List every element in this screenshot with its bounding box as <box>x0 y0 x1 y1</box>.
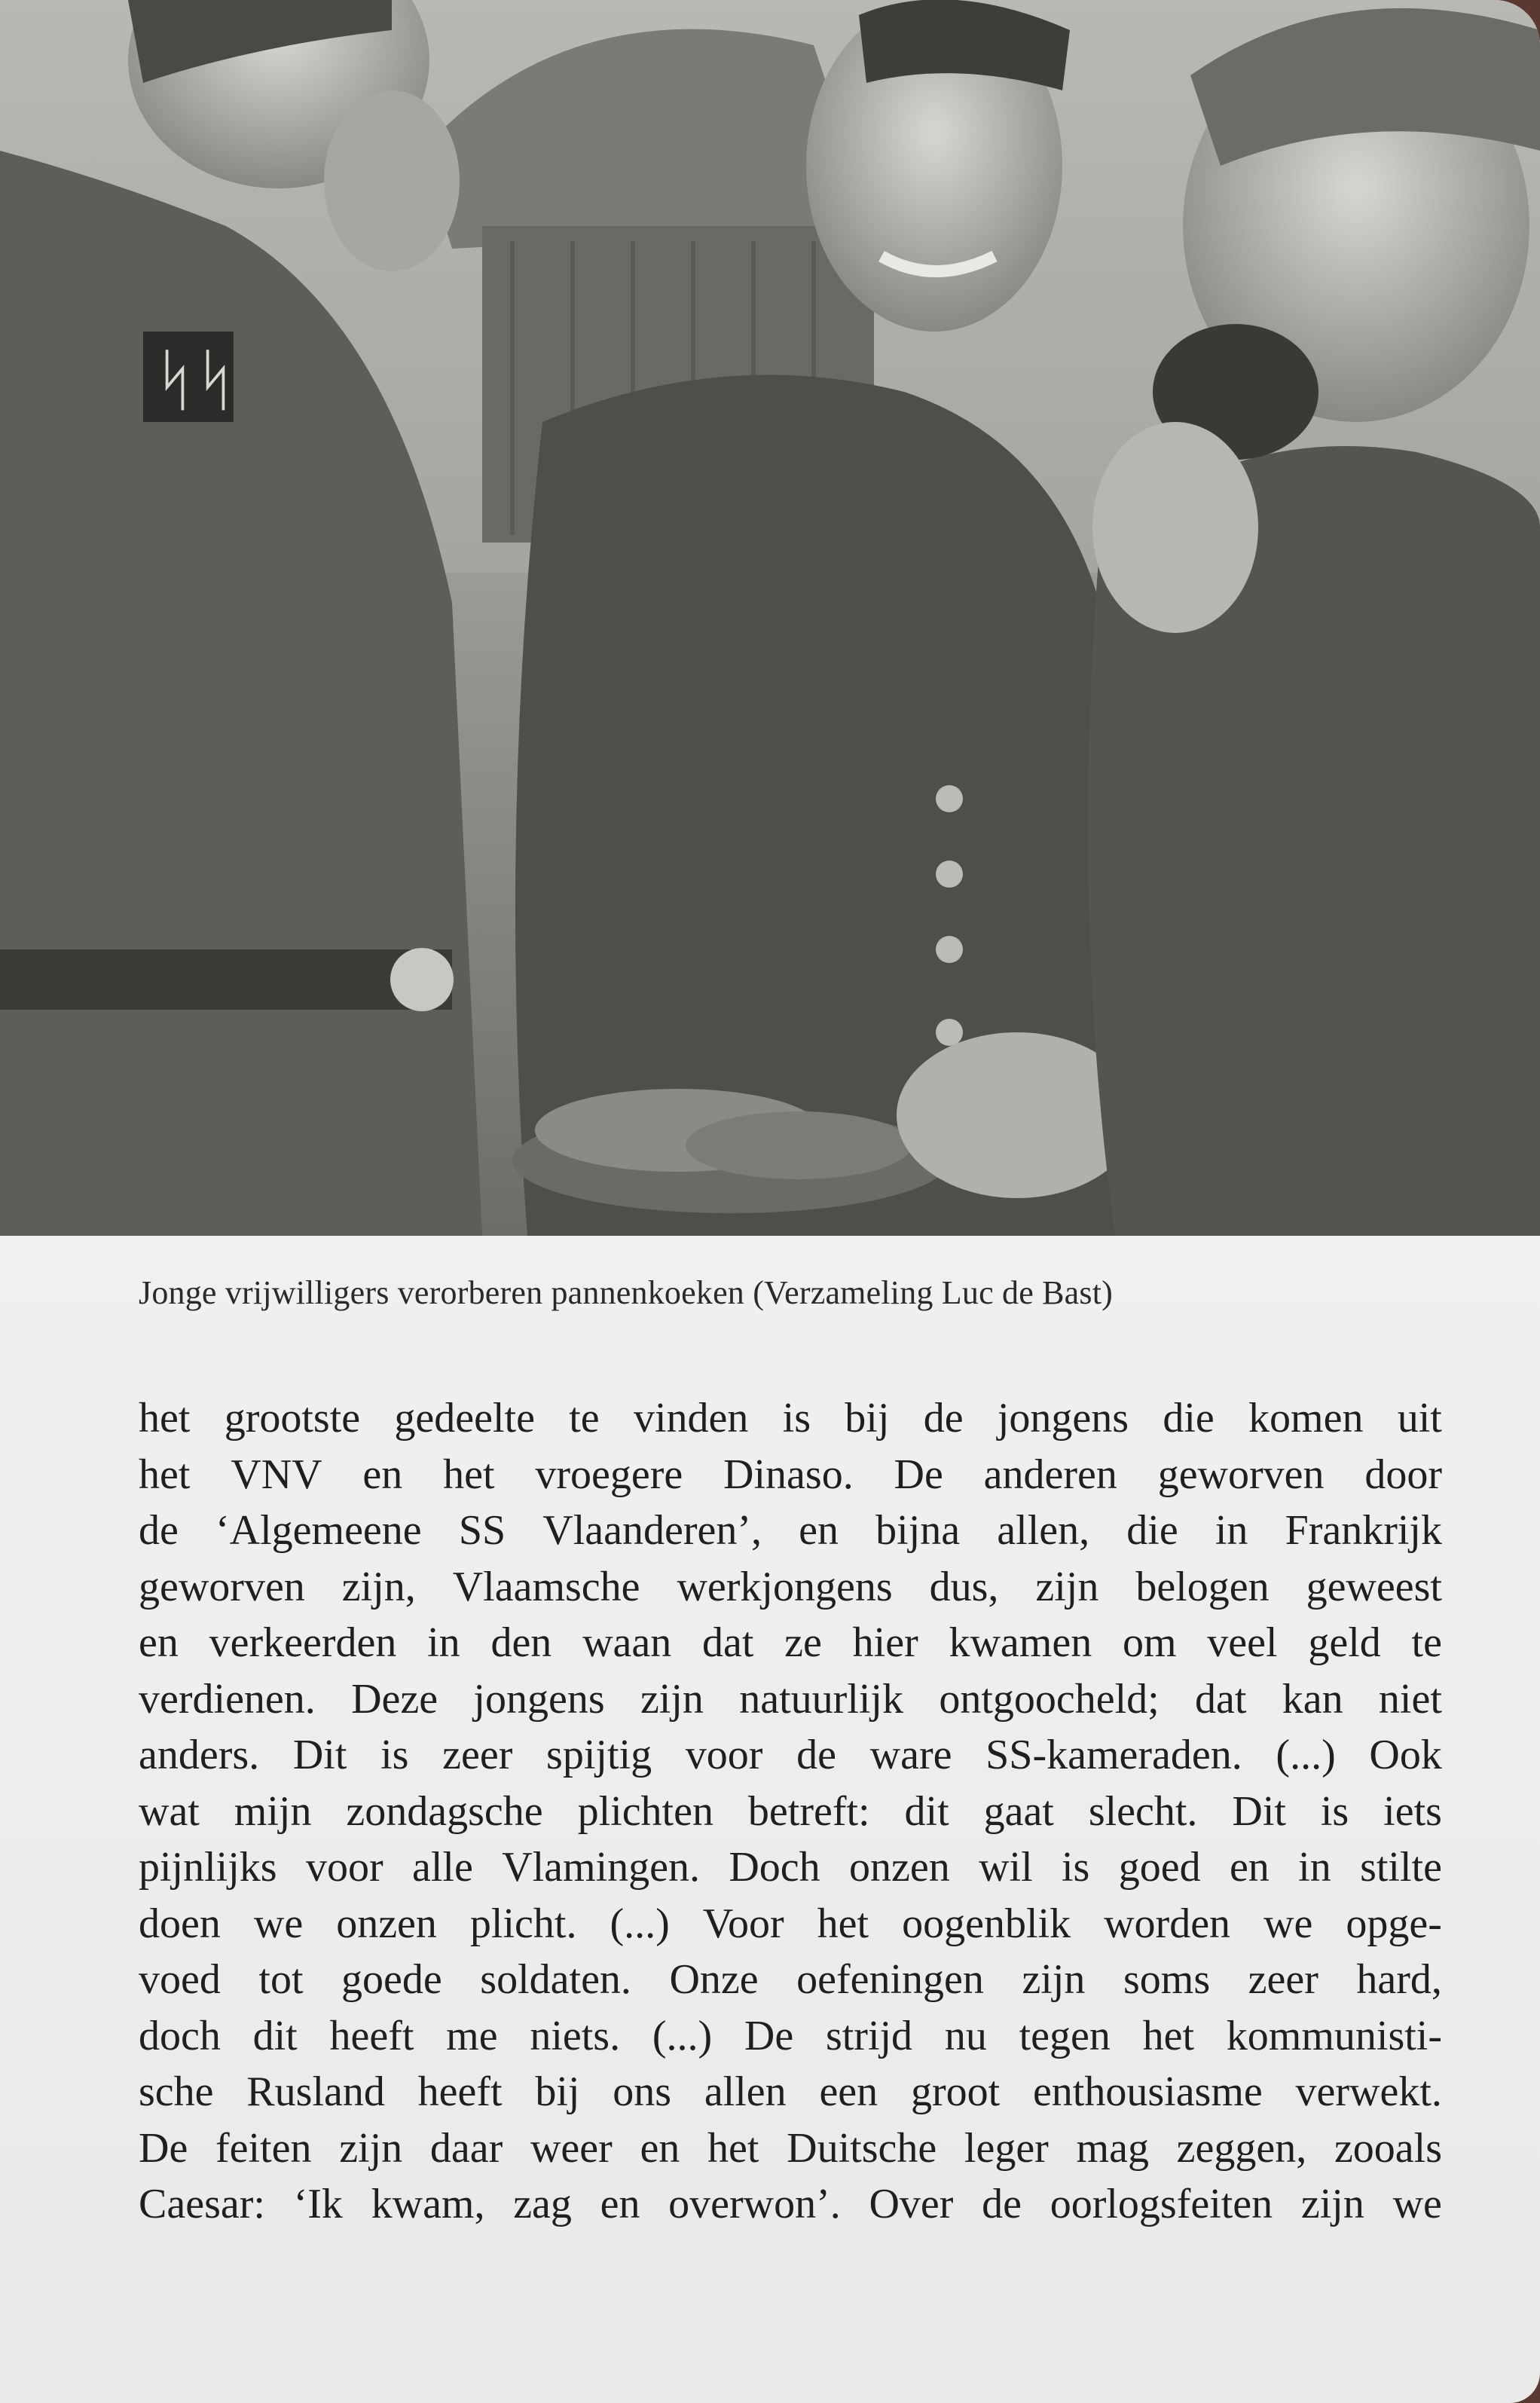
body-line: verdienen. Deze jongens zijn natuurlijk ontgoocheld; dat kan niet <box>139 1675 1442 1723</box>
body-line: geworven zijn, Vlaamsche werkjongens dus, zijn belogen geweest <box>139 1563 1442 1610</box>
body-line: anders. Dit is zeer spijtig voor de ware SS-kameraden. (...) Ook <box>139 1732 1442 1778</box>
body-line: doch dit heeft me niets. (...) De strijd nu tegen het kommunisti- <box>139 2012 1442 2059</box>
body-line: de ‘Algemeene SS Vlaanderen’, en bijna allen, die in Frankrijk <box>139 1507 1442 1554</box>
body-line: sche Rusland heeft bij ons allen een groot enthousiasme verwekt. <box>139 2068 1442 2115</box>
svg-text:ᛋᛋ: ᛋᛋ <box>154 344 236 418</box>
photo-caption: Jonge vrijwilligers verorberen pannenkoeken (Verzameling Luc de Bast) <box>139 1274 1114 1311</box>
body-line: en verkeerden in den waan dat ze hier kwamen om veel geld te <box>139 1619 1442 1666</box>
body-line: Caesar: ‘Ik kwam, zag en overwon’. Over de oorlogsfeiten zijn we <box>139 2181 1442 2227</box>
body-line: De feiten zijn daar weer en het Duitsche leger mag zeggen, zooals <box>139 2124 1442 2172</box>
body-line: doen we onzen plicht. (...) Voor het oogenblik worden we opge- <box>139 1900 1442 1947</box>
body-line: wat mijn zondagsche plichten betreft: dit gaat slecht. Dit is iets <box>139 1787 1442 1835</box>
body-line: het VNV en het vroegere Dinaso. De anderen geworven door <box>139 1451 1442 1498</box>
body-line: het grootste gedeelte te vinden is bij de jongens die komen uit <box>139 1395 1442 1441</box>
body-line: pijnlijks voor alle Vlamingen. Doch onzen wil is goed en in stilte <box>139 1844 1442 1891</box>
body-line: voed tot goede soldaten. Onze oefeningen zijn soms zeer hard, <box>139 1956 1442 2003</box>
body-text <box>139 1390 1442 2233</box>
